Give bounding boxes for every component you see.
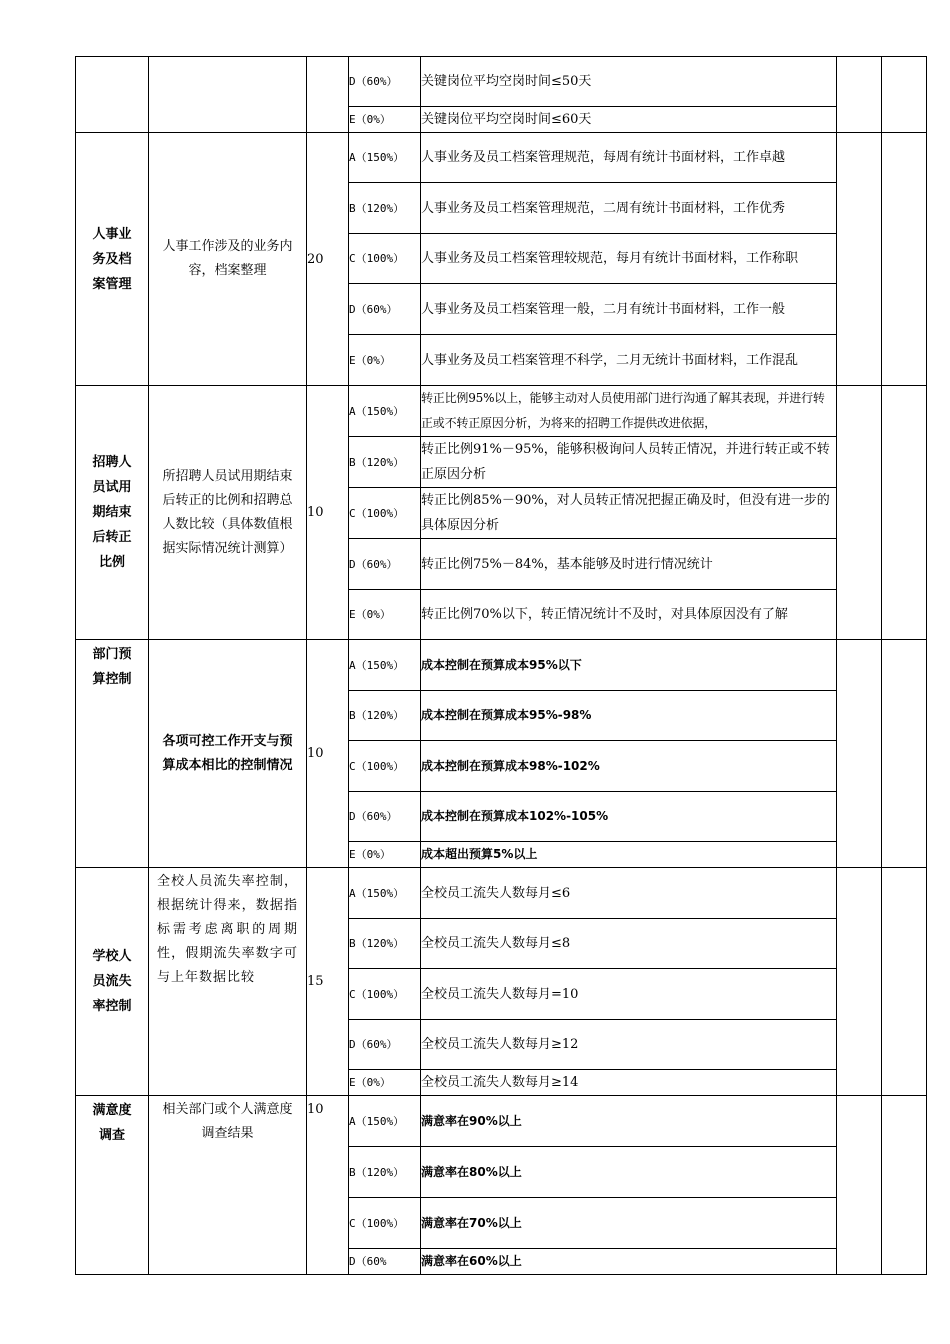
grade-cell: E（0%） (349, 1070, 421, 1096)
grade-cell: C（100%） (349, 969, 421, 1020)
grade-cell: B（120%） (349, 437, 421, 488)
indicator-name: 学校人员流失率控制 (92, 949, 132, 1014)
remark-cell (882, 57, 927, 133)
grade-cell: B（120%） (349, 691, 421, 741)
score-cell (837, 57, 882, 133)
standard-cell: 全校员工流失人数每月≥12 (421, 1020, 837, 1070)
grade-cell: A（150%） (349, 386, 421, 437)
grade-cell: A（150%） (349, 1096, 421, 1147)
indicator-name-cell (76, 57, 149, 133)
grade-cell: E（0%） (349, 590, 421, 640)
standard-cell: 满意率在60%以上 (421, 1249, 837, 1275)
table-row (76, 386, 927, 437)
indicator-content: 人事工作涉及的业务内容，档案整理 (162, 239, 293, 278)
indicator-name-cell (76, 386, 149, 640)
standard-cell: 人事业务及员工档案管理不科学，二月无统计书面材料，工作混乱 (421, 335, 837, 386)
weight-cell: 10 (307, 640, 349, 868)
weight-cell: 20 (307, 133, 349, 386)
standard-cell: 人事业务及员工档案管理规范，每周有统计书面材料，工作卓越 (421, 133, 837, 183)
grade-cell: C（100%） (349, 488, 421, 539)
standard-cell: 转正比例75%－84%，基本能够及时进行情况统计 (421, 539, 837, 590)
table-row (76, 640, 927, 691)
indicator-name: 招聘人员试用期结束后转正比例 (92, 455, 132, 570)
standard-cell: 转正比例85%－90%，对人员转正情况把握正确及时，但没有进一步的具体原因分析 (421, 488, 837, 539)
grade-cell: C（100%） (349, 1198, 421, 1249)
standard-cell: 成本控制在预算成本95%-98% (421, 691, 837, 741)
remark-cell (882, 1096, 927, 1275)
indicator-name: 部门预算控制 (92, 647, 132, 687)
weight-cell: 15 (307, 868, 349, 1096)
score-cell (837, 1096, 882, 1275)
standard-cell: 转正比例70%以下，转正情况统计不及时，对具体原因没有了解 (421, 590, 837, 640)
grade-cell: D（60%） (349, 284, 421, 335)
score-cell (837, 640, 882, 868)
score-cell (837, 386, 882, 640)
standard-cell: 人事业务及员工档案管理较规范，每月有统计书面材料，工作称职 (421, 234, 837, 284)
standard-cell: 满意率在90%以上 (421, 1096, 837, 1147)
standard-cell: 转正比例95%以上，能够主动对人员使用部门进行沟通了解其表现，并进行转正或不转正原因分析，为将来的招聘工作提供改进依据， (421, 386, 837, 437)
indicator-name-cell (76, 640, 149, 868)
standard-cell: 满意率在80%以上 (421, 1147, 837, 1198)
standard-cell: 人事业务及员工档案管理一般，二月有统计书面材料，工作一般 (421, 284, 837, 335)
standard-cell: 全校员工流失人数每月≥14 (421, 1070, 837, 1096)
kpi-table-page (75, 56, 927, 1275)
weight-cell: 10 (307, 1096, 349, 1275)
kpi-assessment-table (75, 56, 927, 1275)
grade-cell: C（100%） (349, 234, 421, 284)
remark-cell (882, 868, 927, 1096)
grade-cell: D（60%） (349, 539, 421, 590)
grade-cell: B（120%） (349, 919, 421, 969)
table-row (76, 868, 927, 919)
table-row (76, 133, 927, 183)
standard-cell: 全校员工流失人数每月≤6 (421, 868, 837, 919)
grade-cell: B（120%） (349, 1147, 421, 1198)
score-cell (837, 868, 882, 1096)
indicator-content-cell (149, 640, 307, 868)
indicator-content: 全校人员流失率控制，根据统计得来，数据指标需考虑离职的周期性，假期流失率数字可与上年数据比较 (157, 874, 298, 985)
remark-cell (882, 133, 927, 386)
standard-cell: 满意率在70%以上 (421, 1198, 837, 1249)
score-cell (837, 133, 882, 386)
standard-cell: 关键岗位平均空岗时间≤50天 (421, 57, 837, 107)
indicator-name: 满意度调查 (92, 1103, 132, 1143)
standard-cell: 转正比例91%－95%，能够积极询问人员转正情况，并进行转正或不转正原因分析 (421, 437, 837, 488)
grade-cell: A（150%） (349, 640, 421, 691)
indicator-content: 所招聘人员试用期结束后转正的比例和招聘总人数比较（具体数值根据实际情况统计测算） (162, 468, 293, 556)
weight-cell: 10 (307, 386, 349, 640)
indicator-content: 相关部门或个人满意度调查结果 (162, 1102, 293, 1141)
indicator-content-cell (149, 868, 307, 1096)
standard-cell: 成本控制在预算成本98%-102% (421, 741, 837, 792)
remark-cell (882, 386, 927, 640)
standard-cell: 全校员工流失人数每月≤8 (421, 919, 837, 969)
grade-cell: D（60%） (349, 792, 421, 842)
standard-cell: 成本控制在预算成本95%以下 (421, 640, 837, 691)
grade-cell: D（60% (349, 1249, 421, 1275)
weight-cell (307, 57, 349, 133)
standard-cell: 成本控制在预算成本102%-105% (421, 792, 837, 842)
standard-cell: 关键岗位平均空岗时间≤60天 (421, 107, 837, 133)
indicator-name-cell (76, 868, 149, 1096)
grade-cell: E（0%） (349, 842, 421, 868)
indicator-content-cell (149, 57, 307, 133)
grade-cell: A（150%） (349, 133, 421, 183)
standard-cell: 成本超出预算5%以上 (421, 842, 837, 868)
standard-cell: 人事业务及员工档案管理规范，二周有统计书面材料，工作优秀 (421, 183, 837, 234)
grade-cell: A（150%） (349, 868, 421, 919)
standard-cell: 全校员工流失人数每月=10 (421, 969, 837, 1020)
table-row (76, 57, 927, 107)
grade-cell: E（0%） (349, 107, 421, 133)
grade-cell: D（60%） (349, 1020, 421, 1070)
indicator-name: 人事业务及档案管理 (92, 226, 132, 292)
grade-cell: C（100%） (349, 741, 421, 792)
indicator-name-cell (76, 1096, 149, 1275)
indicator-content-cell (149, 1096, 307, 1275)
grade-cell: D（60%） (349, 57, 421, 107)
remark-cell (882, 640, 927, 868)
indicator-content-cell (149, 133, 307, 386)
indicator-content-cell (149, 386, 307, 640)
grade-cell: E（0%） (349, 335, 421, 386)
grade-cell: B（120%） (349, 183, 421, 234)
indicator-content: 各项可控工作开支与预算成本相比的控制情况 (162, 733, 293, 773)
table-row (76, 1096, 927, 1147)
indicator-name-cell (76, 133, 149, 386)
